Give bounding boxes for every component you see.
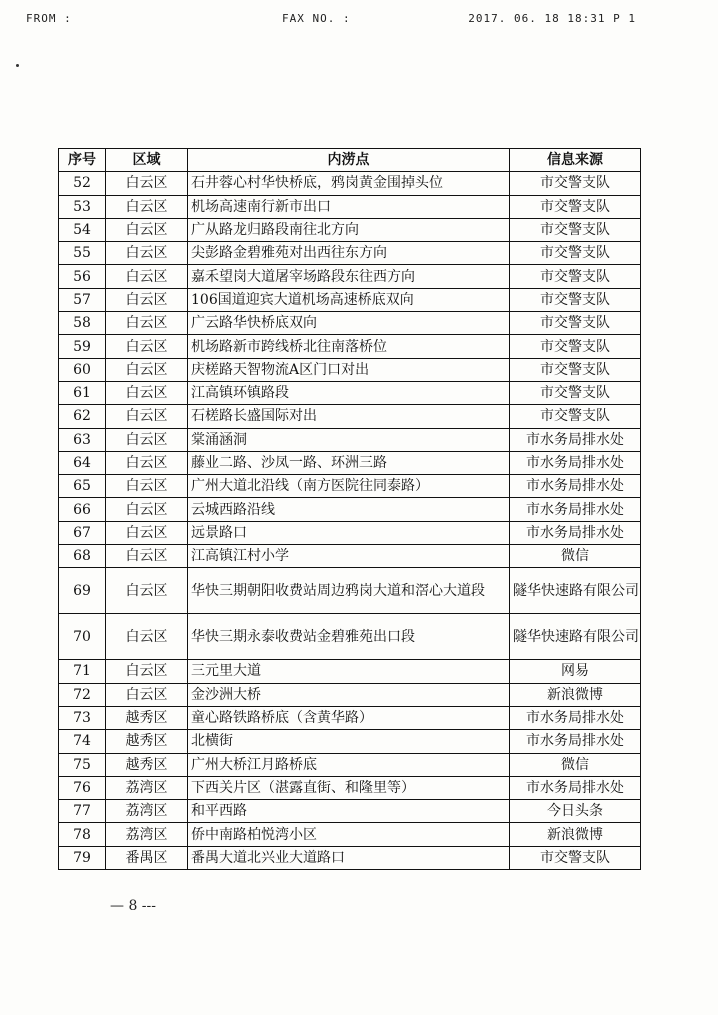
cell-serial-number: 74 (59, 730, 106, 753)
fax-datetime: 2017. 06. 18 18:31 P 1 (468, 12, 636, 25)
header-serial-number: 序号 (59, 149, 106, 172)
cell-district: 白云区 (106, 218, 188, 241)
table-row (59, 405, 641, 428)
cell-serial-number: 62 (59, 405, 106, 428)
waterlogging-points-table (58, 148, 641, 870)
cell-info-source: 市交警支队 (510, 265, 641, 288)
cell-serial-number: 70 (59, 614, 106, 660)
cell-serial-number: 52 (59, 172, 106, 195)
cell-serial-number: 61 (59, 381, 106, 404)
cell-waterlogging-point: 广从路龙归路段南往北方向 (188, 218, 510, 241)
cell-district: 白云区 (106, 242, 188, 265)
page-number: — 8 --- (110, 898, 156, 914)
cell-district: 白云区 (106, 521, 188, 544)
table-row (59, 846, 641, 869)
cell-serial-number: 72 (59, 683, 106, 706)
table-row (59, 683, 641, 706)
fax-from-label: FROM : (26, 12, 72, 25)
cell-district: 白云区 (106, 405, 188, 428)
cell-info-source: 市交警支队 (510, 846, 641, 869)
table-row (59, 475, 641, 498)
cell-waterlogging-point: 华快三期朝阳收费站周边鸦岗大道和滘心大道段 (188, 568, 510, 614)
cell-info-source: 市水务局排水处 (510, 475, 641, 498)
table-row (59, 218, 641, 241)
header-waterlogging-point: 内涝点 (188, 149, 510, 172)
cell-district: 白云区 (106, 195, 188, 218)
table-row (59, 706, 641, 729)
cell-district: 白云区 (106, 265, 188, 288)
cell-serial-number: 71 (59, 660, 106, 683)
table-row (59, 335, 641, 358)
cell-info-source: 市水务局排水处 (510, 428, 641, 451)
table-row (59, 451, 641, 474)
cell-serial-number: 57 (59, 288, 106, 311)
cell-waterlogging-point: 机场高速南行新市出口 (188, 195, 510, 218)
table-row (59, 521, 641, 544)
cell-district: 白云区 (106, 545, 188, 568)
cell-serial-number: 67 (59, 521, 106, 544)
table-header-row (59, 149, 641, 172)
cell-serial-number: 53 (59, 195, 106, 218)
cell-info-source: 市水务局排水处 (510, 730, 641, 753)
table-row (59, 288, 641, 311)
table-row (59, 242, 641, 265)
cell-waterlogging-point: 金沙洲大桥 (188, 683, 510, 706)
cell-serial-number: 55 (59, 242, 106, 265)
cell-waterlogging-point: 广云路华快桥底双向 (188, 312, 510, 335)
cell-info-source: 新浪微博 (510, 683, 641, 706)
cell-waterlogging-point: 江高镇环镇路段 (188, 381, 510, 404)
cell-info-source: 市水务局排水处 (510, 706, 641, 729)
table-row (59, 428, 641, 451)
cell-info-source: 新浪微博 (510, 823, 641, 846)
cell-serial-number: 64 (59, 451, 106, 474)
table-row (59, 800, 641, 823)
cell-district: 白云区 (106, 451, 188, 474)
cell-district: 白云区 (106, 428, 188, 451)
header-info-source: 信息来源 (510, 149, 641, 172)
scan-speck (16, 64, 19, 67)
cell-district: 白云区 (106, 312, 188, 335)
cell-serial-number: 63 (59, 428, 106, 451)
cell-serial-number: 77 (59, 800, 106, 823)
table-row (59, 614, 641, 660)
cell-info-source: 市交警支队 (510, 172, 641, 195)
cell-serial-number: 59 (59, 335, 106, 358)
table-row (59, 545, 641, 568)
cell-info-source: 市水务局排水处 (510, 521, 641, 544)
cell-district: 荔湾区 (106, 823, 188, 846)
cell-waterlogging-point: 嘉禾望岗大道屠宰场路段东往西方向 (188, 265, 510, 288)
cell-district: 白云区 (106, 683, 188, 706)
cell-waterlogging-point: 远景路口 (188, 521, 510, 544)
cell-info-source: 市水务局排水处 (510, 451, 641, 474)
cell-waterlogging-point: 侨中南路柏悦湾小区 (188, 823, 510, 846)
cell-serial-number: 58 (59, 312, 106, 335)
cell-district: 荔湾区 (106, 800, 188, 823)
cell-info-source: 市交警支队 (510, 242, 641, 265)
cell-waterlogging-point: 华快三期永泰收费站金碧雅苑出口段 (188, 614, 510, 660)
cell-info-source: 市交警支队 (510, 335, 641, 358)
cell-serial-number: 56 (59, 265, 106, 288)
cell-waterlogging-point: 庆槎路天智物流A区门口对出 (188, 358, 510, 381)
cell-waterlogging-point: 下西关片区（湛露直街、和隆里等） (188, 776, 510, 799)
table-row (59, 381, 641, 404)
cell-info-source: 市交警支队 (510, 195, 641, 218)
cell-waterlogging-point: 广州大桥江月路桥底 (188, 753, 510, 776)
cell-info-source: 市交警支队 (510, 405, 641, 428)
cell-info-source: 市水务局排水处 (510, 776, 641, 799)
cell-district: 白云区 (106, 172, 188, 195)
cell-waterlogging-point: 和平西路 (188, 800, 510, 823)
cell-waterlogging-point: 云城西路沿线 (188, 498, 510, 521)
cell-district: 白云区 (106, 475, 188, 498)
cell-waterlogging-point: 北横街 (188, 730, 510, 753)
cell-district: 白云区 (106, 614, 188, 660)
cell-waterlogging-point: 棠涌涵洞 (188, 428, 510, 451)
cell-waterlogging-point: 三元里大道 (188, 660, 510, 683)
cell-waterlogging-point: 番禺大道北兴业大道路口 (188, 846, 510, 869)
cell-waterlogging-point: 106国道迎宾大道机场高速桥底双向 (188, 288, 510, 311)
cell-info-source: 网易 (510, 660, 641, 683)
cell-info-source: 今日头条 (510, 800, 641, 823)
cell-district: 白云区 (106, 498, 188, 521)
table-row (59, 776, 641, 799)
cell-serial-number: 76 (59, 776, 106, 799)
cell-serial-number: 69 (59, 568, 106, 614)
cell-district: 白云区 (106, 288, 188, 311)
cell-district: 白云区 (106, 358, 188, 381)
table-row (59, 265, 641, 288)
table-body (59, 172, 641, 870)
cell-serial-number: 78 (59, 823, 106, 846)
cell-serial-number: 65 (59, 475, 106, 498)
table-row (59, 823, 641, 846)
cell-district: 白云区 (106, 381, 188, 404)
cell-info-source: 市交警支队 (510, 218, 641, 241)
table-row (59, 730, 641, 753)
cell-serial-number: 60 (59, 358, 106, 381)
cell-info-source: 市交警支队 (510, 312, 641, 335)
cell-waterlogging-point: 广州大道北沿线（南方医院往同泰路） (188, 475, 510, 498)
cell-waterlogging-point: 石井蓉心村华快桥底，鸦岗黄金围掉头位 (188, 172, 510, 195)
cell-waterlogging-point: 尖彭路金碧雅苑对出西往东方向 (188, 242, 510, 265)
cell-district: 越秀区 (106, 730, 188, 753)
table-row (59, 358, 641, 381)
cell-info-source: 市交警支队 (510, 381, 641, 404)
table-row (59, 568, 641, 614)
cell-district: 越秀区 (106, 706, 188, 729)
cell-waterlogging-point: 江高镇江村小学 (188, 545, 510, 568)
cell-serial-number: 66 (59, 498, 106, 521)
table-row (59, 172, 641, 195)
cell-serial-number: 68 (59, 545, 106, 568)
cell-district: 荔湾区 (106, 776, 188, 799)
cell-info-source: 隧华快速路有限公司 (510, 614, 641, 660)
cell-waterlogging-point: 藤业二路、沙凤一路、环洲三路 (188, 451, 510, 474)
fax-header (0, 12, 718, 30)
cell-info-source: 市交警支队 (510, 288, 641, 311)
cell-waterlogging-point: 童心路铁路桥底（含黄华路） (188, 706, 510, 729)
cell-waterlogging-point: 机场路新市跨线桥北往南落桥位 (188, 335, 510, 358)
cell-info-source: 市交警支队 (510, 358, 641, 381)
cell-info-source: 微信 (510, 545, 641, 568)
cell-district: 白云区 (106, 568, 188, 614)
cell-district: 番禺区 (106, 846, 188, 869)
cell-serial-number: 75 (59, 753, 106, 776)
header-district: 区域 (106, 149, 188, 172)
table-row (59, 753, 641, 776)
cell-district: 越秀区 (106, 753, 188, 776)
cell-info-source: 微信 (510, 753, 641, 776)
cell-info-source: 市水务局排水处 (510, 498, 641, 521)
cell-district: 白云区 (106, 660, 188, 683)
fax-number-label: FAX NO. : (282, 12, 351, 25)
table-row (59, 660, 641, 683)
cell-district: 白云区 (106, 335, 188, 358)
cell-waterlogging-point: 石槎路长盛国际对出 (188, 405, 510, 428)
table-row (59, 498, 641, 521)
table-row (59, 312, 641, 335)
table-row (59, 195, 641, 218)
cell-serial-number: 73 (59, 706, 106, 729)
cell-serial-number: 54 (59, 218, 106, 241)
cell-info-source: 隧华快速路有限公司 (510, 568, 641, 614)
cell-serial-number: 79 (59, 846, 106, 869)
